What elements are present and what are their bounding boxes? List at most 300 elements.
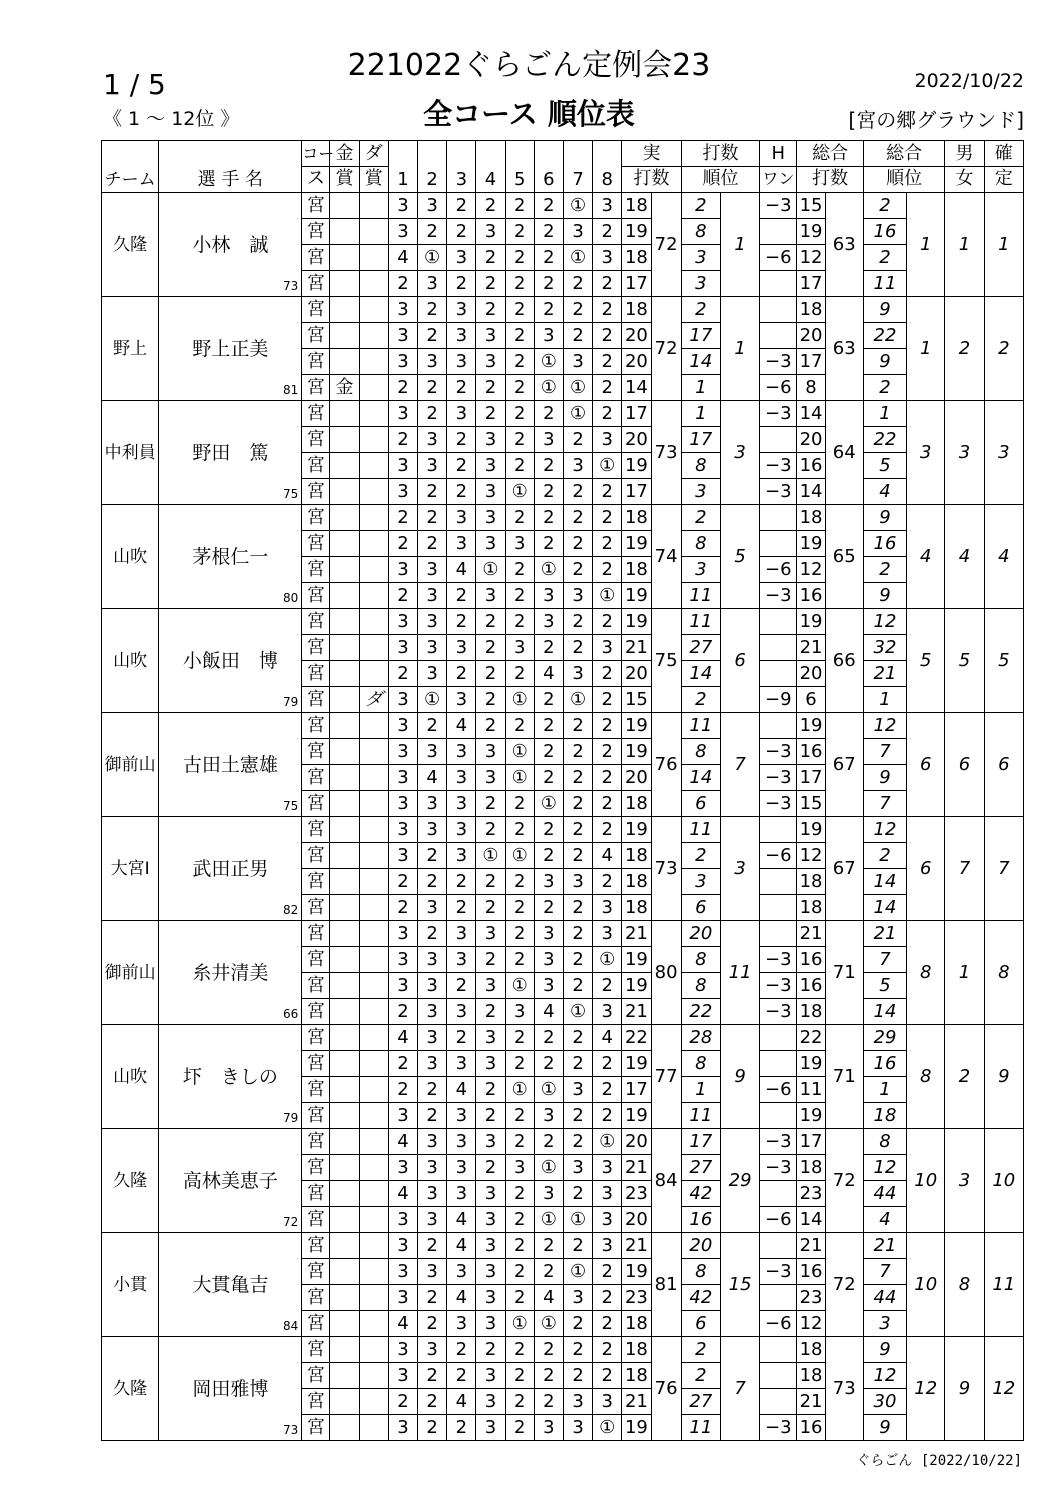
gold-award-cell [330,1103,359,1129]
da-award-cell [359,1155,388,1181]
net-strokes-cell: 15 [797,193,825,219]
hole-score-cell: ① [418,687,447,713]
hole-score-cell: 2 [476,895,505,921]
hole-in-one-cell: −6 [760,1207,797,1233]
total-rank-cell: 10 [907,1129,945,1233]
hole-score-cell: 3 [593,193,622,219]
round-strokes-cell: 19 [622,1259,651,1285]
total-strokes-cell: 72 [825,1233,863,1337]
hole-score-cell: 2 [505,323,534,349]
hole-in-one-cell [760,817,797,843]
hole-score-cell: 2 [505,1285,534,1311]
col-gold-2: 賞 [330,167,359,193]
net-strokes-cell: 17 [797,1129,825,1155]
hole-score-cell: 3 [476,1181,505,1207]
hole-score-cell: 3 [476,531,505,557]
gold-award-cell [330,609,359,635]
footer-text: ぐらごん [2022/10/22] [856,1453,1022,1469]
hole-in-one-cell: −3 [760,1129,797,1155]
actual-strokes-cell: 75 [651,609,681,713]
hole-score-cell: 2 [534,297,563,323]
hole-score-cell: 3 [388,193,417,219]
da-award-cell [359,271,388,297]
hole-score-cell: 2 [388,1051,417,1077]
gold-award-cell [330,1363,359,1389]
col-stroke-rank: 打数 [681,141,760,167]
hole-score-cell: 2 [563,817,592,843]
hole-score-cell: 2 [534,1129,563,1155]
net-strokes-cell: 16 [797,1259,825,1285]
hole-score-cell: 2 [505,297,534,323]
round-strokes-cell: 18 [622,895,651,921]
round-rank-cell: 1 [681,1077,720,1103]
hole-in-one-cell [760,869,797,895]
hole-score-cell: 3 [388,323,417,349]
hole-score-cell: 2 [447,427,476,453]
hole-score-cell: 3 [447,635,476,661]
net-rank-cell: 18 [863,1103,906,1129]
net-strokes-cell: 16 [797,947,825,973]
player-name-text: 茅根仁一 [192,545,269,568]
hole-in-one-cell [760,1051,797,1077]
da-award-cell [359,661,388,687]
gender-rank-cell: 6 [945,713,984,817]
col-hole-1: 1 [388,141,417,193]
hole-score-cell: 2 [505,427,534,453]
round-strokes-cell: 17 [622,1077,651,1103]
actual-strokes-cell: 77 [651,1025,681,1129]
hole-score-cell: 2 [505,1363,534,1389]
hole-score-cell: ① [563,1207,592,1233]
hole-score-cell: 3 [563,661,592,687]
hole-score-cell: 3 [418,895,447,921]
hole-score-cell: 3 [418,999,447,1025]
player-name [159,401,302,505]
hole-score-cell: 2 [563,271,592,297]
round-rank-cell: 3 [681,479,720,505]
round-strokes-cell: 18 [622,1337,651,1363]
hole-score-cell: 2 [447,375,476,401]
course-cell: 宮 [302,583,330,609]
total-rank-cell: 8 [907,921,945,1025]
hole-score-cell: 3 [476,505,505,531]
round-rank-cell: 3 [681,271,720,297]
net-rank-cell: 9 [863,1415,906,1441]
net-strokes-cell: 8 [797,375,825,401]
hole-score-cell: 2 [563,1233,592,1259]
hole-in-one-cell [760,1285,797,1311]
da-award-cell [359,739,388,765]
gold-award-cell [330,271,359,297]
hole-score-cell: ① [534,791,563,817]
round-rank-cell: 1 [681,375,720,401]
round-strokes-cell: 21 [622,1389,651,1415]
da-award-cell [359,453,388,479]
gold-award-cell [330,999,359,1025]
hole-score-cell: 2 [505,245,534,271]
net-strokes-cell: 12 [797,245,825,271]
hole-in-one-cell: −3 [760,791,797,817]
round-strokes-cell: 19 [622,1051,651,1077]
gold-award-cell [330,869,359,895]
gold-award-cell [330,1389,359,1415]
hole-score-cell: ① [563,687,592,713]
hole-score-cell: 2 [476,687,505,713]
da-award-cell [359,427,388,453]
col-total: 総合 [797,141,863,167]
hole-score-cell: 2 [505,1025,534,1051]
hole-score-cell: 4 [447,713,476,739]
gold-award-cell [330,1077,359,1103]
hole-score-cell: 3 [388,713,417,739]
hole-in-one-cell: −6 [760,1311,797,1337]
col-hio-2: ワン [760,167,797,193]
hole-score-cell: 2 [563,297,592,323]
da-award-cell [359,349,388,375]
hole-score-cell: 3 [447,401,476,427]
da-award-cell [359,947,388,973]
net-strokes-cell: 14 [797,1207,825,1233]
total-strokes-cell: 71 [825,1025,863,1129]
hole-score-cell: 2 [476,947,505,973]
hole-score-cell: 3 [418,817,447,843]
hole-score-cell: 3 [388,297,417,323]
hole-score-cell: 3 [447,1259,476,1285]
col-player: 選 手 名 [159,141,302,193]
da-award-cell [359,583,388,609]
round-strokes-cell: 18 [622,791,651,817]
net-rank-cell: 4 [863,479,906,505]
hole-score-cell: 3 [418,1259,447,1285]
hole-in-one-cell: −6 [760,557,797,583]
final-rank-cell: 1 [984,193,1023,297]
hole-score-cell: 3 [476,1129,505,1155]
round-strokes-cell: 23 [622,1285,651,1311]
net-strokes-cell: 17 [797,765,825,791]
gold-award-cell [330,791,359,817]
hole-score-cell: 2 [447,583,476,609]
player-name-text: 古田土憲雄 [182,753,278,776]
hole-score-cell: 3 [534,921,563,947]
gender-rank-cell: 1 [945,193,984,297]
net-rank-cell: 8 [863,1129,906,1155]
round-strokes-cell: 22 [622,1025,651,1051]
hole-score-cell: 2 [476,999,505,1025]
course-cell: 宮 [302,427,330,453]
hole-score-cell: 3 [388,921,417,947]
net-rank-cell: 1 [863,687,906,713]
hole-score-cell: 3 [534,869,563,895]
round-strokes-cell: 19 [622,713,651,739]
hole-score-cell: 2 [418,1389,447,1415]
hole-score-cell: 4 [388,1311,417,1337]
course-cell: 宮 [302,843,330,869]
hole-score-cell: 2 [505,193,534,219]
course-cell: 宮 [302,973,330,999]
round-rank-cell: 42 [681,1181,720,1207]
hole-score-cell: 3 [534,973,563,999]
gold-award-cell [330,505,359,531]
net-rank-cell: 44 [863,1181,906,1207]
course-cell: 宮 [302,661,330,687]
round-rank-cell: 17 [681,323,720,349]
hole-score-cell: 2 [534,1389,563,1415]
da-award-cell [359,817,388,843]
hole-score-cell: 2 [447,869,476,895]
gender-rank-cell: 5 [945,609,984,713]
final-rank-cell: 8 [984,921,1023,1025]
hole-in-one-cell [760,1103,797,1129]
net-strokes-cell: 20 [797,427,825,453]
stroke-rank-cell: 7 [720,713,759,817]
round-strokes-cell: 19 [622,219,651,245]
hole-score-cell: 2 [563,895,592,921]
hole-score-cell: 3 [388,219,417,245]
team-cell: 山吹 [102,505,159,609]
da-award-cell [359,609,388,635]
player-name [159,505,302,609]
hole-in-one-cell [760,661,797,687]
hole-score-cell: 3 [593,1155,622,1181]
hole-score-cell: 2 [418,401,447,427]
team-cell: 山吹 [102,609,159,713]
da-award-cell [359,635,388,661]
gender-rank-cell: 1 [945,921,984,1025]
hole-score-cell: 3 [388,947,417,973]
event-date: 2022/10/22 [914,70,1024,92]
hole-score-cell: 3 [388,453,417,479]
col-gender-2: 女 [945,167,984,193]
round-strokes-cell: 19 [622,453,651,479]
hole-score-cell: 2 [534,271,563,297]
hole-score-cell: 3 [476,1233,505,1259]
course-cell: 宮 [302,869,330,895]
hole-score-cell: ① [563,999,592,1025]
player-name-text: 圷 きしの [182,1065,278,1088]
round-rank-cell: 20 [681,921,720,947]
hole-score-cell: 3 [418,947,447,973]
round-rank-cell: 2 [681,505,720,531]
col-hio: H [760,141,797,167]
round-rank-cell: 22 [681,999,720,1025]
round-strokes-cell: 20 [622,1129,651,1155]
hole-score-cell: 4 [447,1285,476,1311]
hole-score-cell: 3 [447,687,476,713]
net-rank-cell: 9 [863,765,906,791]
table-row [102,1129,1024,1155]
hole-in-one-cell: −3 [760,479,797,505]
round-strokes-cell: 20 [622,349,651,375]
hole-in-one-cell: −9 [760,687,797,713]
hole-score-cell: 3 [563,219,592,245]
hole-score-cell: 3 [563,349,592,375]
hole-score-cell: 2 [505,1415,534,1441]
hole-score-cell: 3 [563,1155,592,1181]
hole-score-cell: 2 [505,1103,534,1129]
da-award-cell [359,1285,388,1311]
stroke-rank-cell: 3 [720,817,759,921]
hole-score-cell: 2 [563,1103,592,1129]
hole-score-cell: 3 [534,1415,563,1441]
round-rank-cell: 14 [681,661,720,687]
round-rank-cell: 2 [681,1363,720,1389]
hole-score-cell: 2 [418,219,447,245]
net-rank-cell: 7 [863,791,906,817]
hole-score-cell: 2 [418,297,447,323]
hole-score-cell: ① [563,245,592,271]
hole-score-cell: 2 [505,271,534,297]
hole-score-cell: 3 [388,1155,417,1181]
hole-score-cell: 2 [388,427,417,453]
round-rank-cell: 3 [681,245,720,271]
da-award-cell [359,1129,388,1155]
hole-score-cell: 2 [534,531,563,557]
net-rank-cell: 9 [863,583,906,609]
team-cell: 中利員 [102,401,159,505]
hole-score-cell: 2 [388,1077,417,1103]
hole-score-cell: 2 [476,869,505,895]
final-rank-cell: 11 [984,1233,1023,1337]
hole-score-cell: 2 [505,349,534,375]
hole-score-cell: 2 [388,531,417,557]
round-strokes-cell: 18 [622,557,651,583]
net-strokes-cell: 12 [797,557,825,583]
net-rank-cell: 21 [863,661,906,687]
hole-score-cell: 2 [563,1181,592,1207]
hole-in-one-cell [760,1363,797,1389]
hole-score-cell: 3 [593,921,622,947]
hole-score-cell: 3 [447,1181,476,1207]
hole-score-cell: 2 [593,505,622,531]
hole-score-cell: 3 [534,583,563,609]
hole-score-cell: 3 [447,1129,476,1155]
hole-score-cell: 2 [534,739,563,765]
net-rank-cell: 14 [863,895,906,921]
hole-score-cell: 2 [388,661,417,687]
hole-score-cell: 3 [505,531,534,557]
hole-score-cell: 3 [447,323,476,349]
net-rank-cell: 7 [863,947,906,973]
hole-score-cell: 2 [505,661,534,687]
gold-award-cell [330,895,359,921]
hole-score-cell: 3 [388,557,417,583]
hole-score-cell: 2 [476,1337,505,1363]
hole-in-one-cell [760,713,797,739]
team-cell: 大宮Ⅰ [102,817,159,921]
hole-score-cell: 3 [388,791,417,817]
gold-award-cell [330,1155,359,1181]
course-cell: 宮 [302,323,330,349]
round-rank-cell: 42 [681,1285,720,1311]
net-strokes-cell: 19 [797,713,825,739]
round-rank-cell: 6 [681,791,720,817]
hole-score-cell: 3 [476,323,505,349]
table-body [102,193,1024,1441]
hole-score-cell: 3 [476,1285,505,1311]
hole-in-one-cell [760,895,797,921]
hole-score-cell: 2 [534,245,563,271]
hole-score-cell: 3 [418,1155,447,1181]
stroke-rank-cell: 29 [720,1129,759,1233]
actual-strokes-cell: 76 [651,713,681,817]
team-cell: 久隆 [102,1129,159,1233]
net-strokes-cell: 19 [797,531,825,557]
hole-score-cell: 2 [593,401,622,427]
net-rank-cell: 4 [863,1207,906,1233]
hole-score-cell: 2 [447,193,476,219]
col-hole-7: 7 [563,141,592,193]
da-award-cell [359,219,388,245]
stroke-rank-cell: 11 [720,921,759,1025]
da-award-cell [359,193,388,219]
hole-score-cell: 3 [593,999,622,1025]
hole-score-cell: 4 [447,1389,476,1415]
net-rank-cell: 30 [863,1389,906,1415]
net-strokes-cell: 6 [797,687,825,713]
hole-score-cell: 3 [418,609,447,635]
hole-score-cell: 3 [388,1233,417,1259]
round-strokes-cell: 21 [622,999,651,1025]
hole-score-cell: 2 [593,739,622,765]
col-da-2: 賞 [359,167,388,193]
hole-score-cell: 3 [418,1207,447,1233]
da-award-cell [359,973,388,999]
hole-score-cell: 2 [418,921,447,947]
hole-score-cell: ① [418,245,447,271]
hole-score-cell: 3 [476,427,505,453]
hole-in-one-cell [760,271,797,297]
net-rank-cell: 32 [863,635,906,661]
round-rank-cell: 8 [681,947,720,973]
round-rank-cell: 8 [681,739,720,765]
actual-strokes-cell: 74 [651,505,681,609]
hole-score-cell: 2 [593,973,622,999]
round-strokes-cell: 14 [622,375,651,401]
hole-score-cell: 4 [418,765,447,791]
hole-score-cell: 2 [593,271,622,297]
course-cell: 宮 [302,687,330,713]
round-strokes-cell: 19 [622,531,651,557]
total-strokes-cell: 67 [825,817,863,921]
round-rank-cell: 14 [681,349,720,375]
hole-score-cell: 3 [447,531,476,557]
hole-score-cell: 2 [593,1051,622,1077]
net-strokes-cell: 15 [797,791,825,817]
hole-score-cell: 3 [447,297,476,323]
round-rank-cell: 2 [681,843,720,869]
hole-score-cell: 2 [534,219,563,245]
hole-in-one-cell: −3 [760,453,797,479]
net-rank-cell: 12 [863,1155,906,1181]
hole-score-cell: 2 [563,323,592,349]
col-team: チーム [102,141,159,193]
course-cell: 宮 [302,609,330,635]
hole-score-cell: 2 [476,271,505,297]
hole-in-one-cell [760,427,797,453]
hole-score-cell: 4 [534,1285,563,1311]
gold-award-cell [330,583,359,609]
hole-score-cell: 2 [505,375,534,401]
round-rank-cell: 28 [681,1025,720,1051]
col-total-rank-2: 順位 [863,167,945,193]
round-rank-cell: 11 [681,713,720,739]
total-rank-cell: 4 [907,505,945,609]
hole-score-cell: 2 [563,635,592,661]
hole-score-cell: 2 [563,1051,592,1077]
hole-score-cell: 3 [418,661,447,687]
hole-score-cell: 2 [593,531,622,557]
hole-in-one-cell [760,609,797,635]
